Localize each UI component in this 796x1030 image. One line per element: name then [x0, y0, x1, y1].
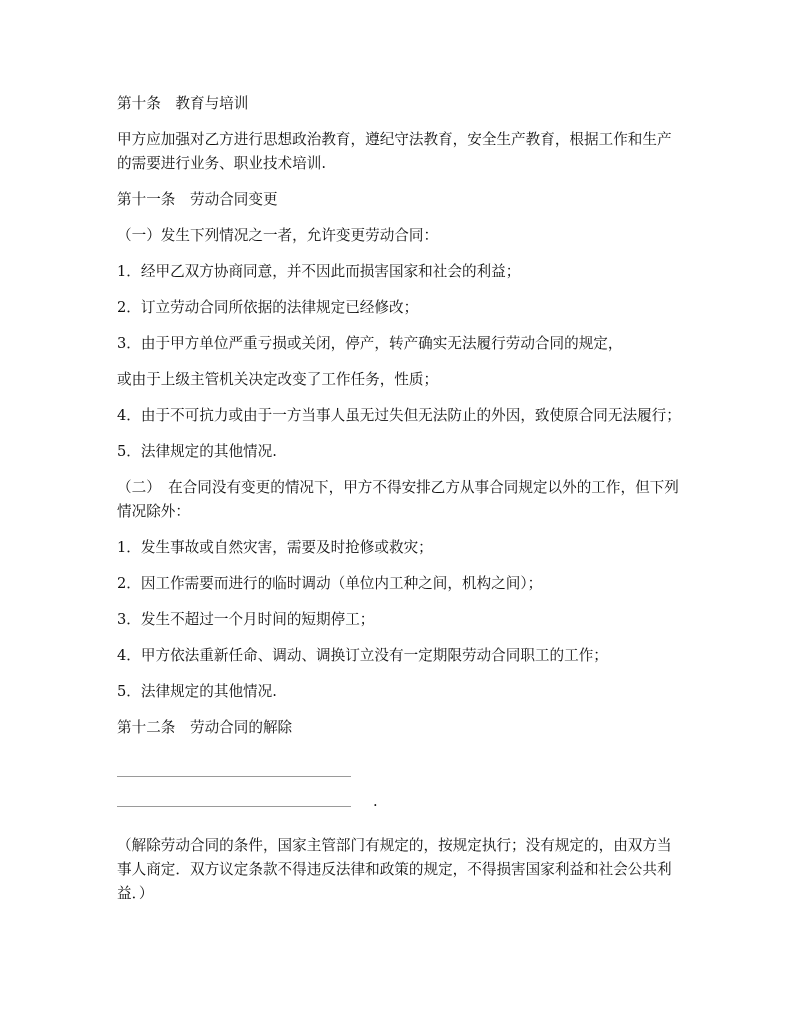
article-11-item-3: 3．由于甲方单位严重亏损或关闭，停产，转产确实无法履行劳动合同的规定，	[117, 335, 623, 352]
article-11-item-5: 5．法律规定的其他情况.	[117, 443, 277, 460]
fill-in-blank-1	[117, 766, 685, 796]
blank-underline	[117, 776, 351, 777]
article-12-heading: 第十二条 劳动合同的解除	[117, 719, 293, 736]
article-11-exception-1: 1．发生事故或自然灾害，需要及时抢修或救灾；	[117, 539, 433, 556]
article-11-section-2: （二） 在合同没有变更的情况下，甲方不得安排乙方从事合同规定以外的工作，但下列情况除外：	[117, 479, 679, 520]
article-11-exception-4: 4．甲方依法重新任命、调动、调换订立没有一定期限劳动合同职工的工作；	[117, 647, 608, 664]
article-11-exception-2: 2．因工作需要而进行的临时调动（单位内工种之间，机构之间）；	[117, 575, 543, 592]
article-11-item-3-continued: 或由于上级主管机关决定改变了工作任务，性质；	[117, 371, 439, 388]
document-page	[117, 92, 685, 918]
article-11-item-1: 1．经甲乙双方协商同意，并不因此而损害国家和社会的利益；	[117, 263, 521, 280]
fill-in-blank-2	[117, 793, 685, 826]
blank-period: .	[373, 793, 378, 810]
article-11-item-2: 2．订立劳动合同所依据的法律规定已经修改；	[117, 299, 419, 316]
article-11-section-1: （一）发生下列情况之一者，允许变更劳动合同：	[117, 227, 439, 244]
dismissal-closing-note: （解除劳动合同的条件，国家主管部门有规定的，按规定执行；没有规定的，由双方当事人商定．双方议定条款不得违反法律和政策的规定，不得损害国家利益和社会公共利益．）	[117, 837, 672, 902]
article-11-exception-3: 3．发生不超过一个月时间的短期停工；	[117, 611, 375, 628]
article-11-heading: 第十一条 劳动合同变更	[117, 191, 278, 208]
article-11-exception-5: 5．法律规定的其他情况.	[117, 683, 277, 700]
article-10-heading: 第十条 教育与培训	[117, 95, 249, 112]
article-10-body: 甲方应加强对乙方进行思想政治教育，遵纪守法教育，安全生产教育，根据工作和生产的需要进行业务、职业技术培训.	[117, 131, 672, 172]
article-11-item-4: 4．由于不可抗力或由于一方当事人虽无过失但无法防止的外因，致使原合同无法履行；	[117, 407, 681, 424]
blank-underline	[117, 806, 351, 807]
